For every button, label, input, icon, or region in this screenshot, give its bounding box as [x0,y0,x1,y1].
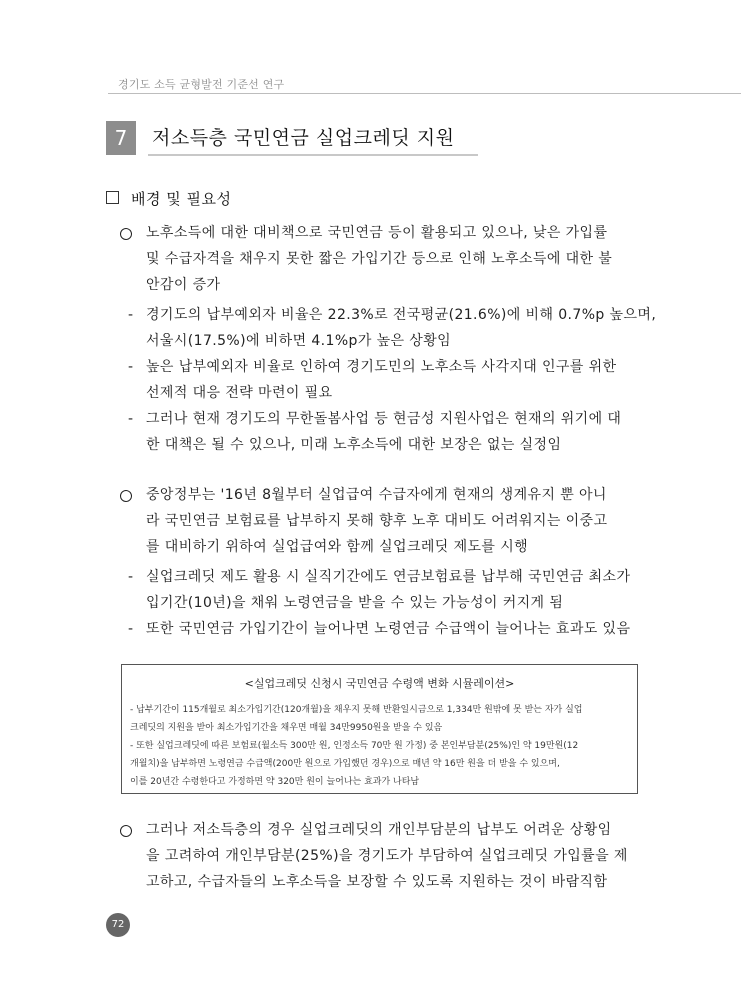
paragraph-line: 입기간(10년)을 채워 노령연금을 받을 수 있는 가능성이 커지게 됨 [146,595,564,611]
paragraph-line: 한 대책은 될 수 있으나, 미래 노후소득에 대한 보장은 없는 실정임 [146,437,562,453]
simulation-box [121,664,638,794]
paragraph-line: 또한 국민연금 가입기간이 늘어나면 노령연금 수급액이 늘어나는 효과도 있음 [146,621,631,637]
paragraph-line: 및 수급자격을 채우지 못한 짧은 가입기간 등으로 인해 노후소득에 대한 불 [146,251,613,267]
dash-bullet: - [128,569,134,585]
paragraph-line: 중앙정부는 '16년 8월부터 실업급여 수급자에게 현재의 생계유지 뿐 아니 [146,487,607,503]
paragraph-line: 노후소득에 대한 대비책으로 국민연금 등이 활용되고 있으나, 낮은 가입률 [146,225,608,241]
section-title: 저소득층 국민연금 실업크레딧 지원 [152,127,455,149]
paragraph-line: 경기도의 납부예외자 비율은 22.3%로 전국평균(21.6%)에 비해 0.7%p 높으며, [146,307,657,323]
paragraph-line: 를 대비하기 위하여 실업급여와 함께 실업크레딧 제도를 시행 [146,539,529,555]
running-header: 경기도 소득 균형발전 기준선 연구 [118,78,285,91]
section-title-underline [148,154,478,156]
simulation-box-title: <실업크레딧 신청시 국민연금 수령액 변화 시뮬레이션> [244,677,515,690]
paragraph-line: 그러나 저소득층의 경우 실업크레딧의 개인부담분의 납부도 어려운 상황임 [146,822,612,838]
page-number: 72 [106,913,130,937]
dash-bullet: - [128,307,134,323]
sub-paragraph [146,616,630,642]
paragraph-line: 안감이 증가 [146,277,221,293]
paragraph [146,220,612,298]
paragraph [146,482,607,560]
subheading [106,188,231,209]
sub-paragraph [146,302,656,354]
paragraph-line: 라 국민연금 보험료를 납부하지 못해 향후 노후 대비도 어려워지는 이중고 [146,513,608,529]
paragraph-line: 선제적 대응 전략 마련이 필요 [146,385,333,401]
dash-bullet: - [128,359,134,375]
circle-bullet-icon [120,825,132,837]
circle-bullet-icon [120,490,132,502]
square-bullet-icon [106,191,119,204]
dash-bullet: - [128,411,134,427]
paragraph-line: 서울시(17.5%)에 비하면 4.1%p가 높은 상황임 [146,333,452,349]
simulation-box-line: 이를 20년간 수령한다고 가정하면 약 320만 원이 늘어나는 효과가 나타남 [130,777,420,787]
circle-bullet-icon [120,228,132,240]
simulation-box-line: - 납부기간이 115개월로 최소가입기간(120개월)을 채우지 못해 반환일시금으로 1,334만 원밖에 못 받는 자가 실업 [130,705,583,715]
sub-paragraph [146,564,630,616]
paragraph-line: 고하고, 수급자들의 노후소득을 보장할 수 있도록 지원하는 것이 바람직함 [146,874,608,890]
sub-paragraph [146,354,616,406]
paragraph-line: 실업크레딧 제도 활용 시 실직기간에도 연금보험료를 납부해 국민연금 최소가 [146,569,631,585]
simulation-box-line: 크레딧의 지원을 받아 최소가입기간을 채우면 매월 34만9950원을 받을 수 있음 [130,723,443,733]
paragraph-line: 을 고려하여 개인부담분(25%)을 경기도가 부담하여 실업크레딧 가입률을 제 [146,848,628,864]
paragraph-line: 그러나 현재 경기도의 무한돌봄사업 등 현금성 지원사업은 현재의 위기에 대 [146,411,622,427]
subheading-label: 배경 및 필요성 [131,190,232,208]
header-rule [108,93,741,94]
paragraph [146,817,628,895]
simulation-box-line: - 또한 실업크레딧에 따른 보험료(월소득 300만 원, 인정소득 70만 원 가정) 중 본인부담분(25%)인 약 19만원(12 [130,741,579,751]
simulation-box-line: 개월치)을 납부하면 노령연금 수급액(200만 원으로 가입했던 경우)으로 매년 약 16만 원을 더 받을 수 있으며, [130,759,560,769]
section-number-badge: 7 [106,121,136,155]
sub-paragraph [146,406,621,458]
dash-bullet: - [128,621,134,637]
paragraph-line: 높은 납부예외자 비율로 인하여 경기도민의 노후소득 사각지대 인구를 위한 [146,359,617,375]
